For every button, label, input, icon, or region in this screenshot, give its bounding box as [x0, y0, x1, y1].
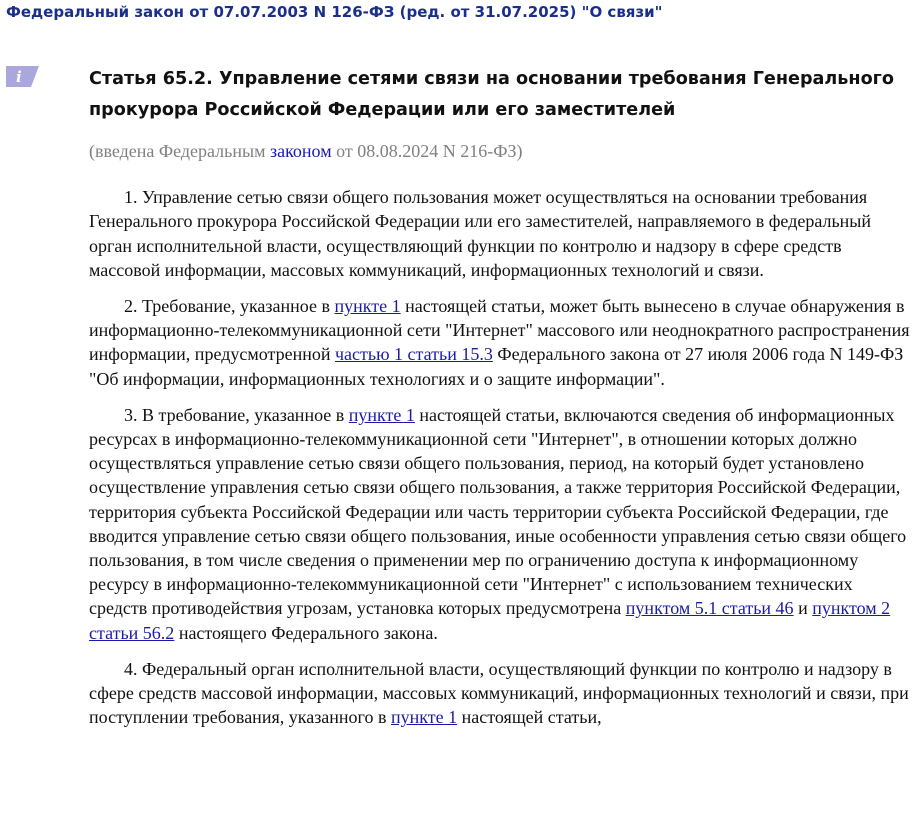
paragraph-1: [89, 185, 911, 282]
link-chast-1-statya-15-3[interactable]: частью 1 статьи 15.3: [334, 344, 493, 365]
link-punkt-1[interactable]: пункте 1: [348, 404, 415, 425]
document-title: Федеральный закон от 07.07.2003 N 126-ФЗ (ред. от 31.07.2025) "О связи": [6, 3, 663, 21]
info-icon-glyph: i: [16, 68, 22, 86]
paragraph-3: [89, 403, 911, 645]
paragraph-1-text: 1. Управление сетью связи общего пользования может осуществляться на основании требования Генерального прокурора Российской Федерации или его заместителей, направляемого в федеральный орган исполнительной власти, осуществляющий функции по контролю и надзору в сфере средств массовой информации, массовых коммуникаций, информационных технологий и связи.: [89, 187, 872, 280]
link-punkt-2-statya-56-2[interactable]: пунктом 2 статьи 56.2: [89, 598, 891, 643]
paragraph-3-text-1: 3. В требование, указанное в: [124, 404, 349, 425]
info-icon[interactable]: [6, 66, 39, 87]
link-punkt-5-1-statya-46[interactable]: пунктом 5.1 статьи 46: [625, 598, 794, 619]
article-body: [89, 139, 911, 741]
paragraph-2: [89, 294, 911, 391]
paragraph-4-text-2: настоящей статьи,: [457, 707, 602, 728]
paragraph-4: [89, 657, 911, 730]
paragraph-3-text-3: и: [793, 598, 813, 619]
law-link[interactable]: законом: [269, 141, 332, 161]
paragraph-2-text-2: настоящей статьи, может быть вынесено в случае обнаружения в информационно-телекоммуникационной сети "Интернет" массового или неоднократного распространения информации, предусмотренной: [89, 296, 910, 365]
paragraph-4-text-1: 4. Федеральный орган исполнительной власти, осуществляющий функции по контролю и надзору в сфере средств массовой информации, массовых коммуникаций, информационных технологий и связи, при поступлении требования, указанного в: [89, 658, 909, 728]
paragraph-3-text-2: настоящей статьи, включаются сведения об информационных ресурсах в информационно-телекоммуникационной сети "Интернет", в отношении которых должно осуществляться управление сетью связи общего пользования, период, на который будет установлено осуществление управления сетью связи общего пользования, а также территория Российской Федерации, территория субъекта Российской Федерации или часть территории субъекта Российской Федерации, где вводится управление сетью связи общего пользования, иные особенности управления сетью связи общего пользования, в том числе сведения о применении мер по ограничению доступа к информационному ресурсу в информационно-телекоммуникационной сети "Интернет" с использованием технических средств противодействия угрозам, установка которых предусмотрена: [89, 404, 907, 619]
article-title: Статья 65.2. Управление сетями связи на основании требования Генерального прокурора Российской Федерации или его заместителей: [89, 69, 894, 120]
amendment-note: [89, 139, 911, 163]
link-punkt-1[interactable]: пункте 1: [391, 707, 458, 728]
amendment-note-prefix: (введена Федеральным: [89, 141, 270, 161]
paragraph-2-text-3: Федерального закона от 27 июля 2006 года N 149-ФЗ "Об информации, информационных технологиях и о защите информации".: [89, 344, 904, 389]
amendment-note-suffix: от 08.08.2024 N 216-ФЗ): [331, 141, 523, 161]
paragraph-2-text-1: 2. Требование, указанное в: [124, 296, 335, 317]
link-punkt-1[interactable]: пункте 1: [334, 296, 401, 317]
paragraph-3-text-4: настоящего Федерального закона.: [174, 622, 438, 643]
